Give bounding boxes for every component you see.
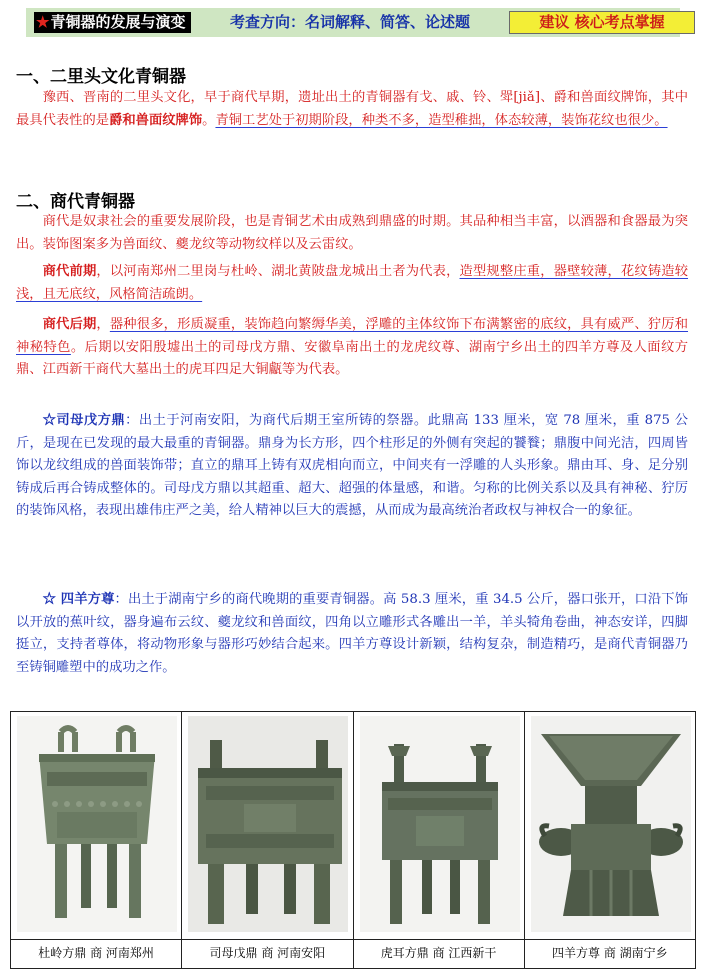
simuwu-label: ☆司母戊方鼎	[42, 413, 126, 428]
section-title-shang: 二、商代青铜器	[16, 192, 135, 212]
page-title-text: 青铜器的发展与演变	[50, 13, 186, 31]
gallery-item	[182, 712, 353, 968]
page-title	[34, 12, 191, 33]
four-goat-label: ☆ 四羊方尊	[42, 592, 115, 607]
erlitou-intro: 豫西、晋南的二里头文化，早于商代早期，遗址出土的青铜器有戈、戚、铃、斝[jiǎ]、爵和兽面纹牌饰，其中最具代表性的是	[16, 90, 688, 128]
gallery-item	[11, 712, 182, 968]
header-bar	[26, 8, 680, 37]
paragraph-simuwu-ding	[16, 410, 688, 523]
paragraph-four-goat-zun	[16, 589, 688, 679]
late-shang-label: 商代后期	[42, 317, 97, 332]
erlitou-summary: 青铜工艺处于初期阶段，种类不多，造型稚拙，体态较薄，装饰花纹也很少。	[215, 112, 668, 128]
simuwu-ding-image	[188, 716, 348, 932]
paragraph-early-shang	[16, 261, 688, 306]
paragraph-shang-intro: 商代是奴隶社会的重要发展阶段，也是青铜艺术由成熟到鼎盛的时期。其品种相当丰富，以酒器和食器最为突出。装饰图案多为兽面纹、夔龙纹等动物纹样以及云雷纹。	[16, 214, 688, 252]
gallery-caption: 虎耳方鼎 商 江西新干	[354, 939, 524, 968]
study-tip-badge: 建议 核心考点掌握	[509, 11, 695, 34]
early-shang-label: 商代前期	[42, 264, 97, 279]
gallery-item	[354, 712, 525, 968]
erlitou-period: 。	[202, 112, 216, 128]
late-shang-style: 器种很多，形质凝重，装饰趋向繁缛华美，浮雕的主体纹饰下布满繁密的底纹，具有威严、狞厉和神秘特色	[16, 317, 689, 355]
gallery-item	[525, 712, 695, 968]
gallery-caption: 杜岭方鼎 商 河南郑州	[11, 939, 181, 968]
erlitou-highlight: 爵和兽面纹牌饰	[109, 112, 203, 128]
tiger-ear-ding-image	[360, 716, 520, 932]
late-shang-comma: ，	[96, 317, 110, 332]
simuwu-text: ：出土于河南安阳，为商代后期王室所铸的祭器。此鼎高 133 厘米，宽 78 厘米，重 875 公斤，是现在已发现的最大最重的青铜器。鼎身为长方形，四个柱形足的外侧有突起的饕餮；鼎腹中间光洁，四周皆饰以龙纹组成的兽面装饰带；直立的鼎耳上铸有双虎相向而立，中间夹有一浮雕的人头形象。鼎由耳、身、足分别铸成后再合铸成整体的。司母戊方鼎以其超重、超大、超强的体量感，和谐。匀称的比例关系以及具有神秘、狞厉的装饰风格，表现出雄伟庄严之美，给人精神以巨大的震撼，从而成为最高统治者政权与神权合一的象征。	[16, 413, 688, 518]
exam-focus: 考查方向：名词解释、简答、论述题	[230, 13, 471, 31]
gallery-caption: 四羊方尊 商 湖南宁乡	[525, 939, 695, 968]
paragraph-erlitou	[16, 87, 688, 132]
early-shang-style: 造型规整庄重，器壁较薄，花纹铸造较浅，且无底纹，风格简洁疏朗。	[16, 264, 689, 302]
gallery-caption: 司母戊鼎 商 河南安阳	[182, 939, 352, 968]
four-goat-text: ：出土于湖南宁乡的商代晚期的重要青铜器。高 58.3 厘米，重 34.5 公斤，器口张开，口沿下饰以开放的蕉叶纹，器身遍布云纹、夔龙纹和兽面纹，四角以立雕形式各雕出一羊，羊头犄角卷曲，神态安详，四脚挺立，支持者尊体，将动物形象与器形巧妙结合起来。四羊方尊设计新颖，结构复杂，制造精巧，是商代青铜器乃至铸铜雕塑中的成功之作。	[16, 592, 688, 675]
four-goat-zun-image	[531, 716, 691, 932]
early-shang-text: ，以河南郑州二里岗与杜岭、湖北黄陂盘龙城出土者为代表，	[96, 264, 460, 279]
bronze-gallery	[10, 711, 696, 969]
paragraph-late-shang	[16, 314, 688, 382]
duling-ding-image	[17, 716, 177, 932]
star-icon: ★	[36, 13, 50, 31]
late-shang-examples: 。后期以安阳殷墟出土的司母戊方鼎、安徽阜南出土的龙虎纹尊、湖南宁乡出土的四羊方尊及人面纹方鼎、江西新干商代大墓出土的虎耳四足大铜甗等为代表。	[16, 339, 689, 377]
section-title-erlitou: 一、二里头文化青铜器	[16, 67, 186, 87]
